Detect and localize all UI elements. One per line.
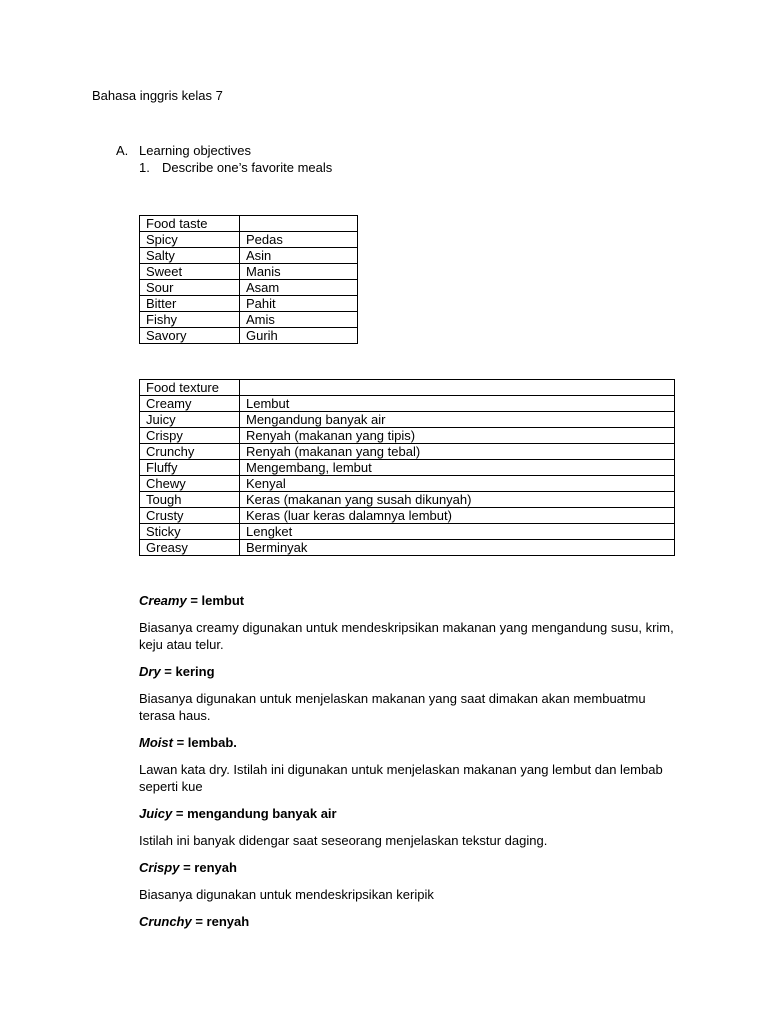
table-cell: Crusty <box>140 508 240 524</box>
objective-label: Describe one’s favorite meals <box>162 160 333 175</box>
table-cell: Sticky <box>140 524 240 540</box>
table-row <box>140 264 358 280</box>
table-cell: Renyah (makanan yang tebal) <box>240 444 675 460</box>
table-cell <box>240 380 675 396</box>
term-meaning: = renyah <box>191 914 250 929</box>
table-cell: Creamy <box>140 396 240 412</box>
definition-description: Biasanya creamy digunakan untuk mendeskripsikan makanan yang mengandung susu, krim, keju atau telur. <box>139 620 674 652</box>
table-cell: Juicy <box>140 412 240 428</box>
table-cell: Keras (luar keras dalamnya lembut) <box>240 508 675 524</box>
definition-description: Biasanya digunakan untuk menjelaskan makanan yang saat dimakan akan membuatmu terasa haus. <box>139 691 646 723</box>
table-row <box>140 428 675 444</box>
table-cell <box>240 216 358 232</box>
term-word: Dry <box>139 664 161 679</box>
table-cell: Pedas <box>240 232 358 248</box>
definition-term <box>139 663 679 680</box>
table-row <box>140 296 358 312</box>
definitions-list <box>139 592 679 940</box>
table-cell: Mengandung banyak air <box>240 412 675 428</box>
food-texture-table <box>139 379 675 556</box>
table-header-row <box>140 380 675 396</box>
table-cell: Savory <box>140 328 240 344</box>
section-heading <box>116 143 251 158</box>
food-taste-table <box>139 215 358 344</box>
table-row <box>140 396 675 412</box>
definition-term <box>139 859 679 876</box>
table-cell: Fishy <box>140 312 240 328</box>
term-meaning: = renyah <box>179 860 237 875</box>
table-row <box>140 476 675 492</box>
table-row <box>140 508 675 524</box>
table-cell: Asam <box>240 280 358 296</box>
table-cell: Mengembang, lembut <box>240 460 675 476</box>
table-row <box>140 412 675 428</box>
definition-description: Istilah ini banyak didengar saat seseorang menjelaskan tekstur daging. <box>139 833 548 848</box>
table-cell: Spicy <box>140 232 240 248</box>
table-cell: Sweet <box>140 264 240 280</box>
table-cell: Sour <box>140 280 240 296</box>
table-row <box>140 248 358 264</box>
definition-term <box>139 805 679 822</box>
table-header-row <box>140 216 358 232</box>
term-meaning: = mengandung banyak air <box>172 806 337 821</box>
definition-term <box>139 592 679 609</box>
table-cell: Manis <box>240 264 358 280</box>
table-cell: Asin <box>240 248 358 264</box>
term-meaning: = kering <box>160 664 215 679</box>
table-row <box>140 524 675 540</box>
table-row <box>140 492 675 508</box>
table-row <box>140 444 675 460</box>
definition-term <box>139 734 679 751</box>
page-title: Bahasa inggris kelas 7 <box>92 88 223 103</box>
table-cell: Berminyak <box>240 540 675 556</box>
term-word: Crispy <box>139 860 180 875</box>
table-cell: Gurih <box>240 328 358 344</box>
term-word: Creamy <box>139 593 187 608</box>
definition-description: Biasanya digunakan untuk mendeskripsikan keripik <box>139 887 434 902</box>
term-meaning: = lembut <box>186 593 245 608</box>
table-cell: Crunchy <box>140 444 240 460</box>
table-cell: Food taste <box>140 216 240 232</box>
objective-marker: 1. <box>139 160 150 175</box>
term-word: Juicy <box>139 806 173 821</box>
table-row <box>140 280 358 296</box>
table-cell: Lengket <box>240 524 675 540</box>
table-cell: Salty <box>140 248 240 264</box>
table-row <box>140 312 358 328</box>
table-row <box>140 460 675 476</box>
term-meaning: = lembab. <box>172 735 237 750</box>
table-row <box>140 328 358 344</box>
section-marker: A. <box>116 143 129 158</box>
table-cell: Lembut <box>240 396 675 412</box>
table-cell: Kenyal <box>240 476 675 492</box>
table-cell: Amis <box>240 312 358 328</box>
table-cell: Renyah (makanan yang tipis) <box>240 428 675 444</box>
table-cell: Greasy <box>140 540 240 556</box>
table-cell: Keras (makanan yang susah dikunyah) <box>240 492 675 508</box>
definition-term <box>139 913 679 930</box>
table-cell: Bitter <box>140 296 240 312</box>
term-word: Moist <box>139 735 173 750</box>
table-cell: Tough <box>140 492 240 508</box>
table-cell: Chewy <box>140 476 240 492</box>
term-word: Crunchy <box>139 914 192 929</box>
definition-description: Lawan kata dry. Istilah ini digunakan untuk menjelaskan makanan yang lembut dan lembab seperti kue <box>139 762 663 794</box>
table-row <box>140 540 675 556</box>
table-cell: Fluffy <box>140 460 240 476</box>
table-row <box>140 232 358 248</box>
table-cell: Pahit <box>240 296 358 312</box>
table-cell: Food texture <box>140 380 240 396</box>
table-cell: Crispy <box>140 428 240 444</box>
objective-item <box>139 160 332 175</box>
section-label: Learning objectives <box>139 143 252 158</box>
